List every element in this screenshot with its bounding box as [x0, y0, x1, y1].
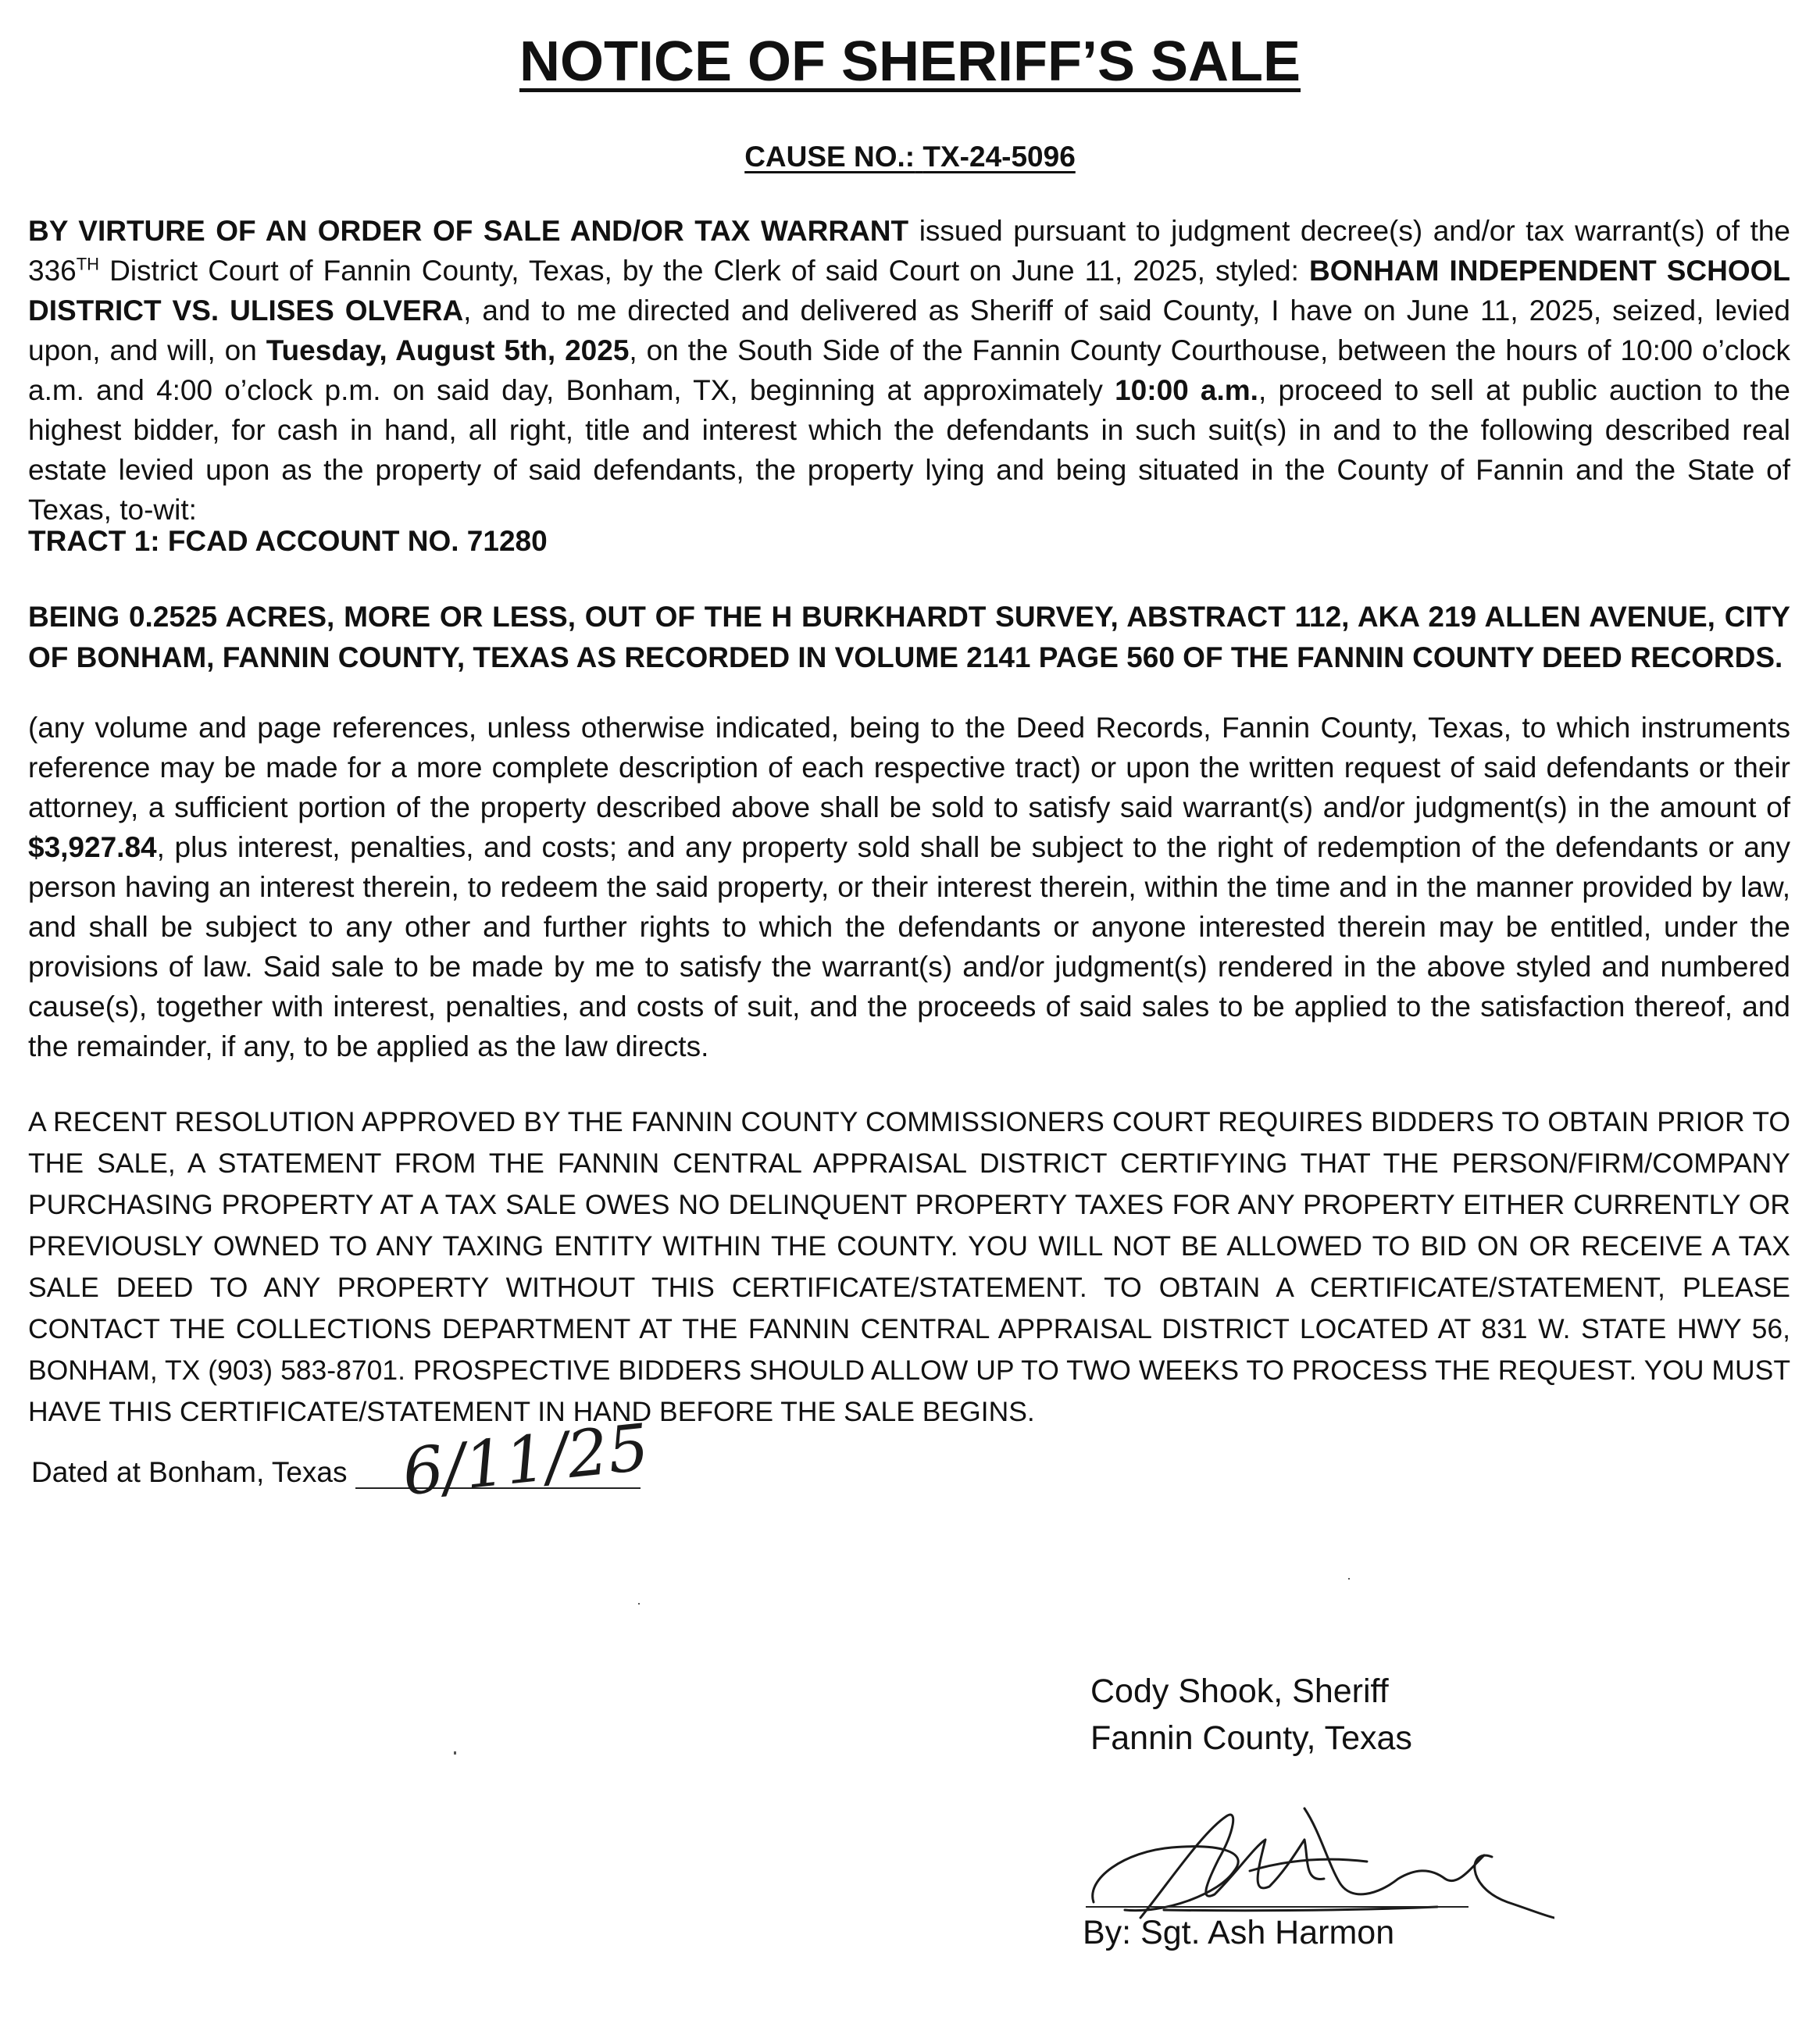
- resolution-paragraph: A RECENT RESOLUTION APPROVED BY THE FANNIN COUNTY COMMISSIONERS COURT REQUIRES BIDDERS TO OBTAIN PRIOR TO THE SALE, A STATEMENT FROM THE FANNIN CENTRAL APPRAISAL DISTRICT CERTIFYING THAT THE PERSON/FIRM/COMPANY PURCHASING PROPERTY AT A TAX SALE OWES NO DELINQUENT PROPERTY TAXES FOR ANY PROPERTY EITHER CURRENTLY OR PREVIOUSLY OWNED TO ANY TAXING ENTITY WITHIN THE COUNTY. YOU WILL NOT BE ALLOWED TO BID ON OR RECEIVE A TAX SALE DEED TO ANY PROPERTY WITHOUT THIS CERTIFICATE/STATEMENT. TO OBTAIN A CERTIFICATE/STATEMENT, PLEASE CONTACT THE COLLECTIONS DEPARTMENT AT THE FANNIN CENTRAL APPRAISAL DISTRICT LOCATED AT 831 W. STATE HWY 56, BONHAM, TX (903) 583-8701. PROSPECTIVE BIDDERS SHOULD ALLOW UP TO TWO WEEKS TO PROCESS THE REQUEST. YOU MUST HAVE THIS CERTIFICATE/STATEMENT IN HAND BEFORE THE SALE BEGINS.: [28, 1106, 1790, 1427]
- sale-date: Tuesday, August 5th, 2025: [266, 334, 630, 366]
- dated-line: [31, 1410, 652, 1511]
- handwritten-signature: [1070, 1785, 1554, 1933]
- redemption-text-2: , plus interest, penalties, and costs; and any property sold shall be subject to the right of redemption of the defendants or any person having an interest therein, to redeem the said property, or their interest therein, within the time and in the manner provided by law, and shall be subject to any other and further rights to which the defendants or anyone interested therein may be entitled, under the provisions of law. Said sale to be made by me to satisfy the warrant(s) and/or judgment(s) rendered in the above styled and numbered cause(s), together with interest, penalties, and costs of suit, and the proceeds of said sales to be applied to the satisfaction thereof, and the remainder, if any, to be applied as the law directs.: [28, 831, 1790, 1062]
- case-style: BONHAM INDEPENDENT SCHOOL DISTRICT VS. ULISES OLVERA: [28, 255, 1791, 327]
- dated-label: Dated at Bonham, Texas: [31, 1456, 348, 1488]
- order-text-5: , proceed to sell at public auction to the highest bidder, for cash in hand, all right, title and interest which the defendants in such suit(s) in and to the following described real estate levied upon as the property of said defendants, the property lying and being situated in the County of Fannin and the State of Texas, to-wit:: [28, 374, 1790, 526]
- order-of-sale-paragraph: [28, 211, 1790, 530]
- order-text-4: , on the South Side of the Fannin County Courthouse, between the hours of 10:00 o’clock a.m. and 4:00 o’clock p.m. on said day, Bonham, TX, beginning at approximately: [28, 334, 1790, 406]
- judgment-amount: $3,927.84: [28, 831, 157, 863]
- date-signature-line: [355, 1410, 652, 1511]
- redemption-paragraph: [28, 708, 1790, 1066]
- signature-line: [1086, 1906, 1468, 1908]
- sheriff-block: [1090, 1668, 1412, 1762]
- order-text-2: District Court of Fannin County, Texas, by the Clerk of said Court on June 11, 2025, styled:: [109, 255, 1299, 287]
- sale-start-time: 10:00 a.m.: [1115, 374, 1258, 406]
- scan-speck: [454, 1751, 456, 1755]
- deputy-signature-name: By: Sgt. Ash Harmon: [1083, 1914, 1395, 1951]
- order-intro: BY VIRTURE OF AN ORDER OF SALE AND/OR TAX WARRANT: [28, 215, 909, 247]
- cause-label: CAUSE NO.:: [744, 141, 915, 173]
- tract-heading: TRACT 1: FCAD ACCOUNT NO. 71280: [28, 525, 548, 557]
- scan-speck: [638, 1603, 640, 1605]
- cause-value: TX-24-5096: [922, 141, 1076, 173]
- order-text-1: issued pursuant to judgment decree(s) and/or tax warrant(s) of the 336: [28, 215, 1791, 287]
- scan-speck: [1348, 1578, 1350, 1580]
- order-text-3: , and to me directed and delivered as Sheriff of said County, I have on June 11, 2025, seized, levied upon, and will, on: [28, 295, 1790, 366]
- handwritten-date: 6/11/25: [398, 1410, 652, 1511]
- redemption-text-1: (any volume and page references, unless otherwise indicated, being to the Deed Records, Fannin County, Texas, to which instruments reference may be made for a more complete description of each respective tract) or upon the written request of said defendants or their attorney, a sufficient portion of the property described above shall be sold to satisfy said warrant(s) and/or judgment(s) in the amount of: [28, 712, 1790, 823]
- cause-number: [0, 141, 1820, 173]
- sheriff-name: Cody Shook, Sheriff: [1090, 1673, 1389, 1710]
- notice-title: NOTICE OF SHERIFF’S SALE: [519, 30, 1301, 93]
- ordinal-suffix: TH: [76, 254, 100, 274]
- legal-description: BEING 0.2525 ACRES, MORE OR LESS, OUT OF THE H BURKHARDT SURVEY, ABSTRACT 112, AKA 219 ALLEN AVENUE, CITY OF BONHAM, FANNIN COUNTY, TEXAS AS RECORDED IN VOLUME 2141 PAGE 560 OF THE FANNIN COUNTY DEED RECORDS.: [28, 601, 1790, 673]
- sheriff-county: Fannin County, Texas: [1090, 1719, 1412, 1757]
